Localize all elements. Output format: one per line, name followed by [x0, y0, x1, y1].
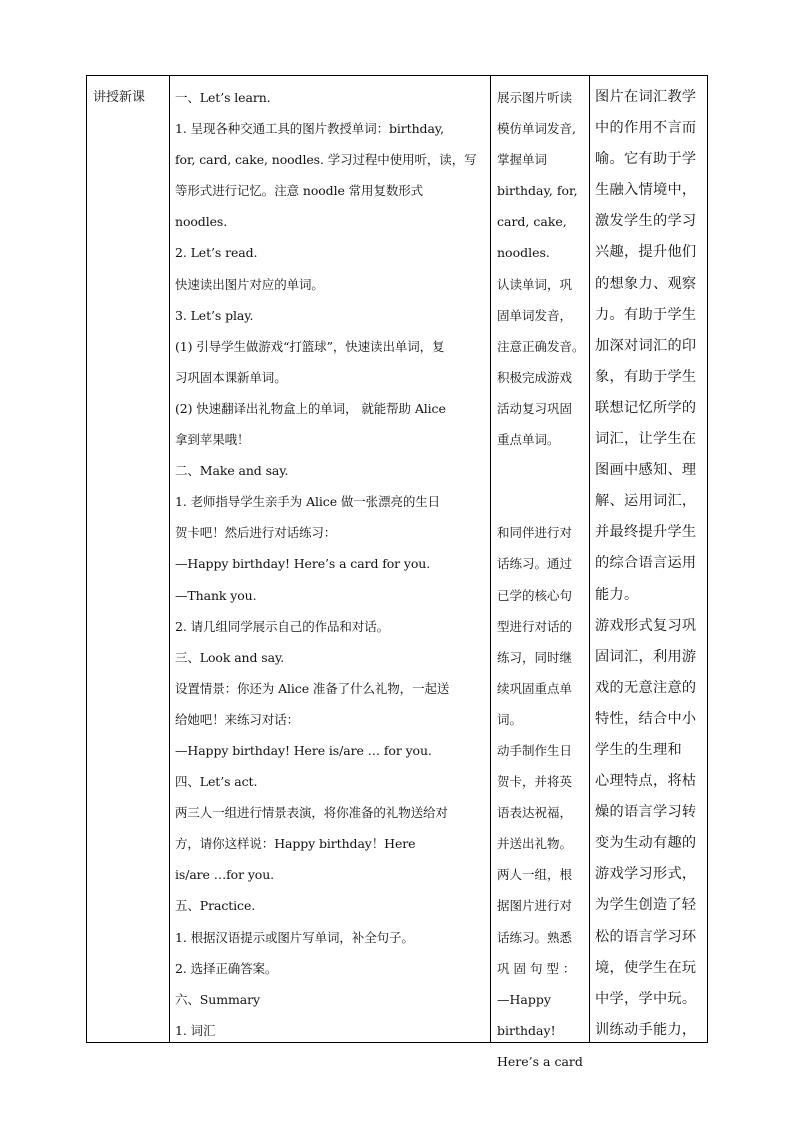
design-intent-line: 联想记忆所学的 [595, 399, 697, 416]
column-divider [589, 76, 590, 1042]
design-intent-line: 游戏学习形式， [595, 866, 697, 883]
procedure-line: 贺卡吧！然后进行对话练习： [175, 525, 337, 541]
procedure-line: for, card, cake, noodles. 学习过程中使用听，读，写 [175, 152, 477, 168]
design-intent-line: 境，使学生在玩 [595, 959, 697, 976]
design-intent-column [595, 82, 707, 1046]
design-intent-line: 特性，结合中小 [595, 710, 697, 727]
student-activity-line: 和同伴进行对 [497, 525, 573, 541]
procedure-line: —Happy birthday! Here’s a card for you. [175, 556, 431, 572]
design-intent-line: 图画中感知、理 [595, 462, 697, 479]
student-activity-line: 贺卡，并将英 [497, 774, 573, 790]
procedure-line: 二、Make and say. [175, 463, 289, 479]
design-intent-line: 解、运用词汇， [595, 493, 697, 510]
procedure-line: —Happy birthday! Here is/are … for you. [175, 742, 432, 758]
procedure-line: 两三人一组进行情景表演，将你准备的礼物送给对 [175, 805, 448, 821]
procedure-line: is/are …for you. [175, 867, 275, 883]
procedure-line: 设置情景：你还为 Alice 准备了什么礼物，一起送 [175, 680, 450, 696]
section-label: 讲授新课 [93, 90, 146, 105]
procedure-column [175, 82, 491, 1046]
procedure-line: 3. Let’s play. [175, 307, 254, 323]
procedure-line: 1. 根据汉语提示或图片写单词，补全句子。 [175, 929, 414, 945]
design-intent-line: 固词汇，利用游 [595, 648, 697, 665]
design-intent-line: 能力。 [595, 586, 639, 603]
lesson-plan-table [86, 75, 708, 1069]
column-divider [169, 76, 170, 1042]
student-activity-line: 动手制作生日 [497, 742, 573, 758]
student-activity-line: 据图片进行对 [497, 898, 573, 914]
student-activity-line [497, 455, 589, 486]
procedure-line: 一、Let’s learn. [175, 90, 271, 105]
design-intent-line: 游戏形式复习巩 [595, 617, 697, 634]
procedure-line: 1. 呈现各种交通工具的图片教授单词：birthday, [175, 121, 444, 137]
student-activity-line: 练习，同时继 [497, 649, 573, 665]
design-intent-line: 训练动手能力， [595, 1021, 697, 1038]
procedure-line: noodles. [175, 214, 228, 230]
procedure-line: 三、Look and say. [175, 649, 285, 665]
design-intent-line: 心理特点，将枯 [595, 773, 697, 790]
design-intent-line: 兴趣，提升他们 [595, 244, 697, 261]
design-intent-line: 加深对词汇的印 [595, 337, 697, 354]
design-intent-line: 生融入情境中， [595, 182, 697, 199]
procedure-line: 2. 选择正确答案。 [175, 960, 278, 976]
procedure-line: 拿到苹果哦！ [175, 432, 250, 448]
design-intent-line: 图片在词汇教学 [595, 89, 697, 105]
design-intent-line: 变为生动有趣的 [595, 835, 697, 852]
design-intent-line: 松的语言学习环 [595, 928, 697, 945]
student-activity-line: 续巩固重点单 [497, 680, 573, 696]
student-activity-line [497, 486, 589, 517]
student-activity-line: 已学的核心句 [497, 587, 573, 603]
procedure-line: (2) 快速翻译出礼物盒上的单词， 就能帮助 Alice [175, 400, 446, 416]
design-intent-line: 的想象力、观察 [595, 275, 697, 292]
design-intent-line: 激发学生的学习 [595, 213, 697, 230]
procedure-line: 习巩固本课新单词。 [175, 369, 287, 385]
procedure-line: 2. Let’s read. [175, 245, 258, 261]
student-activity-line: 活动复习巩固 [497, 400, 573, 416]
student-activity-line: —Happy [497, 991, 551, 1007]
design-intent-line: 并最终提升学生 [595, 524, 697, 541]
design-intent-line: 词汇，让学生在 [595, 431, 697, 448]
student-activity-line: birthday! [497, 1022, 556, 1038]
design-intent-line: 戏的无意注意的 [595, 679, 697, 696]
student-activity-line: 注意正确发音。 [497, 338, 585, 354]
procedure-line: 六、Summary [175, 991, 260, 1007]
procedure-line: 2. 请几组同学展示自己的作品和对话。 [175, 618, 390, 634]
procedure-line: 1. 词汇 [175, 1022, 216, 1038]
procedure-line: —Thank you. [175, 587, 257, 603]
student-activity-line: 积极完成游戏 [497, 369, 573, 385]
design-intent-line: 喻。它有助于学 [595, 151, 697, 168]
student-activity-line: 固单词发音， [497, 307, 573, 323]
design-intent-line: 为学生创造了轻 [595, 897, 697, 914]
student-activity-line: 话练习。通过 [497, 556, 573, 572]
design-intent-line: 力。有助于学生 [595, 306, 697, 323]
student-activity-line: 并送出礼物。 [497, 836, 573, 852]
student-activity-line: noodles. [497, 245, 550, 261]
procedure-line: 四、Let’s act. [175, 774, 258, 790]
student-activity-line: 词。 [497, 711, 523, 727]
design-intent-line: 的综合语言运用 [595, 555, 697, 572]
student-activity-line: card, cake, [497, 214, 567, 230]
student-activity-line: birthday, for, [497, 183, 578, 199]
procedure-line: 等形式进行记忆。注意 noodle 常用复数形式 [175, 183, 424, 199]
student-activity-line: 话练习。熟悉 [497, 929, 573, 945]
student-activity-line: 巩 固 句 型 ： [497, 960, 576, 976]
design-intent-line: 中学，学中玩。 [595, 990, 697, 1007]
procedure-line: 五、Practice. [175, 898, 256, 914]
procedure-line: 1. 老师指导学生亲手为 Alice 做一张漂亮的生日 [175, 494, 441, 510]
design-intent-line: 象，有助于学生 [595, 368, 697, 385]
procedure-line: 快速读出图片对应的单词。 [175, 276, 324, 292]
student-activity-line: 展示图片听读 [497, 90, 573, 105]
procedure-line: (1) 引导学生做游戏“打篮球”，快速读出单词，复 [175, 338, 445, 354]
student-activity-line: Here’s a card [497, 1053, 583, 1069]
student-activity-line: 掌握单词 [497, 152, 548, 168]
section-label-cell [93, 82, 169, 113]
design-intent-line: 中的作用不言而 [595, 120, 697, 137]
student-activity-line: 认读单词，巩 [497, 276, 573, 292]
procedure-line: 方，请你这样说：Happy birthday！Here [175, 836, 416, 852]
design-intent-line: 学生的生理和 [595, 741, 682, 758]
procedure-line: 给她吧！来练习对话： [175, 711, 300, 727]
student-activity-line: 语表达祝福， [497, 805, 573, 821]
student-activity-line: 模仿单词发音, [497, 121, 576, 137]
student-activity-line: 重点单词。 [497, 432, 560, 448]
student-activity-column [497, 82, 589, 1077]
student-activity-line: 两人一组，根 [497, 867, 573, 883]
student-activity-line: 型进行对话的 [497, 618, 573, 634]
design-intent-line: 燥的语言学习转 [595, 804, 697, 821]
